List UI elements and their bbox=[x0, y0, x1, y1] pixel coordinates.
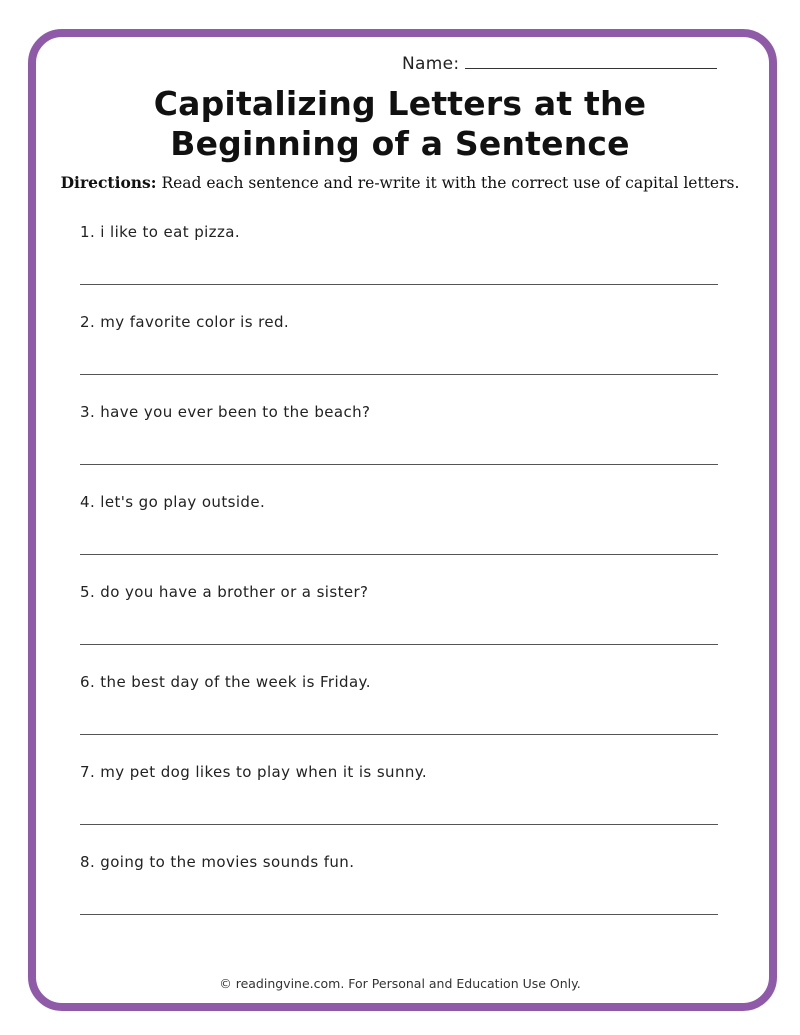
name-field-row bbox=[402, 52, 717, 74]
answer-line[interactable] bbox=[80, 914, 718, 915]
question-text: 4. let's go play outside. bbox=[80, 493, 266, 511]
question-8 bbox=[80, 852, 720, 942]
directions bbox=[0, 173, 800, 192]
answer-line[interactable] bbox=[80, 374, 718, 375]
directions-label: Directions: bbox=[60, 173, 157, 192]
worksheet-title bbox=[0, 84, 800, 164]
answer-line[interactable] bbox=[80, 464, 718, 465]
name-label: Name: bbox=[402, 54, 460, 74]
question-text: 2. my favorite color is red. bbox=[80, 313, 290, 331]
question-4 bbox=[80, 492, 720, 582]
question-1 bbox=[80, 222, 720, 312]
question-text: 5. do you have a brother or a sister? bbox=[80, 583, 369, 601]
question-text: 7. my pet dog likes to play when it is sunny. bbox=[80, 763, 428, 781]
question-text: 8. going to the movies sounds fun. bbox=[80, 853, 355, 871]
answer-line[interactable] bbox=[80, 284, 718, 285]
title-line-2: Beginning of a Sentence bbox=[170, 124, 630, 163]
question-2 bbox=[80, 312, 720, 402]
question-5 bbox=[80, 582, 720, 672]
question-7 bbox=[80, 762, 720, 852]
directions-text: Read each sentence and re-write it with the correct use of capital letters. bbox=[161, 174, 740, 192]
question-text: 1. i like to eat pizza. bbox=[80, 223, 240, 241]
answer-line[interactable] bbox=[80, 554, 718, 555]
answer-line[interactable] bbox=[80, 824, 718, 825]
answer-line[interactable] bbox=[80, 734, 718, 735]
question-list bbox=[80, 222, 720, 942]
question-6 bbox=[80, 672, 720, 762]
question-3 bbox=[80, 402, 720, 492]
answer-line[interactable] bbox=[80, 644, 718, 645]
copyright-footer: © readingvine.com. For Personal and Education Use Only. bbox=[219, 976, 581, 991]
question-text: 6. the best day of the week is Friday. bbox=[80, 673, 371, 691]
title-line-1: Capitalizing Letters at the bbox=[153, 84, 647, 123]
question-text: 3. have you ever been to the beach? bbox=[80, 403, 371, 421]
name-input-line[interactable] bbox=[465, 52, 717, 69]
